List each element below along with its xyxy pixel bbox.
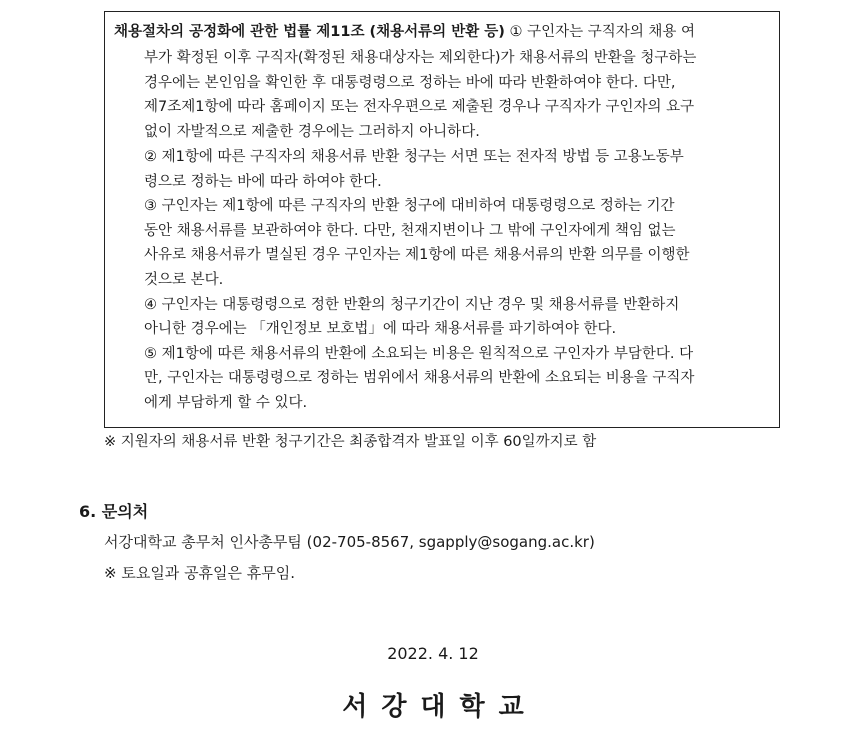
law-text-line: 만, 구인자는 대통령령으로 정하는 범위에서 채용서류의 반환에 소요되는 비용을 구직자	[144, 370, 695, 386]
return-period-note: ※ 지원자의 채용서류 반환 청구기간은 최종합격자 발표일 이후 60일까지로 함	[104, 434, 597, 450]
law-text-line: 없이 자발적으로 제출한 경우에는 그러하지 아니하다.	[144, 124, 480, 140]
law-text-line: 에게 부담하게 할 수 있다.	[144, 395, 308, 411]
law-text-line: 동안 채용서류를 보관하여야 한다. 다만, 천재지변이나 그 밖에 구인자에게 책임 없는	[144, 223, 676, 239]
law-text-line: 령으로 정하는 바에 따라 하여야 한다.	[144, 174, 382, 190]
law-text-line: 아니한 경우에는 「개인정보 보호법」에 따라 채용서류를 파기하여야 한다.	[144, 321, 617, 337]
law-text-line: ④ 구인자는 대통령령으로 정한 반환의 청구기간이 지난 경우 및 채용서류를 반환하지	[144, 297, 680, 313]
law-text-line: 사유로 채용서류가 멸실된 경우 구인자는 제1항에 따른 채용서류의 반환 의무를 이행한	[144, 247, 690, 263]
section-title-contact: 6. 문의처	[79, 502, 149, 521]
law-text-line: ③ 구인자는 제1항에 따른 구직자의 반환 청구에 대비하여 대통령령으로 정하는 기간	[144, 198, 675, 214]
law-text-line: 제7조제1항에 따라 홈페이지 또는 전자우편으로 제출된 경우나 구직자가 구인자의 요구	[144, 99, 695, 115]
law-heading: 채용절차의 공정화에 관한 법률 제11조 (채용서류의 반환 등)	[114, 24, 505, 40]
holiday-note: ※ 토요일과 공휴일은 휴무임.	[104, 564, 296, 582]
law-text-line: 경우에는 본인임을 확인한 후 대통령령으로 정하는 바에 따라 반환하여야 한다. 다만,	[144, 75, 676, 91]
law-text-line: 것으로 본다.	[144, 272, 224, 288]
document-date: 2022. 4. 12	[387, 644, 479, 663]
law-text-line: 부가 확정된 이후 구직자(확정된 채용대상자는 제외한다)가 채용서류의 반환을 청구하는	[144, 50, 697, 66]
contact-info: 서강대학교 총무처 인사총무팀 (02-705-8567, sgapply@sogang.ac.kr)	[104, 533, 595, 551]
law-text-line: ① 구인자는 구직자의 채용 여	[509, 24, 696, 40]
law-excerpt-box	[104, 11, 780, 428]
law-text-line: ⑤ 제1항에 따른 채용서류의 반환에 소요되는 비용은 원칙적으로 구인자가 부담한다. 다	[144, 346, 694, 362]
issuer-name: 서강대학교	[342, 692, 538, 722]
law-text-line: ② 제1항에 따른 구직자의 채용서류 반환 청구는 서면 또는 전자적 방법 등 고용노동부	[144, 149, 684, 165]
law-first-line	[114, 23, 695, 41]
